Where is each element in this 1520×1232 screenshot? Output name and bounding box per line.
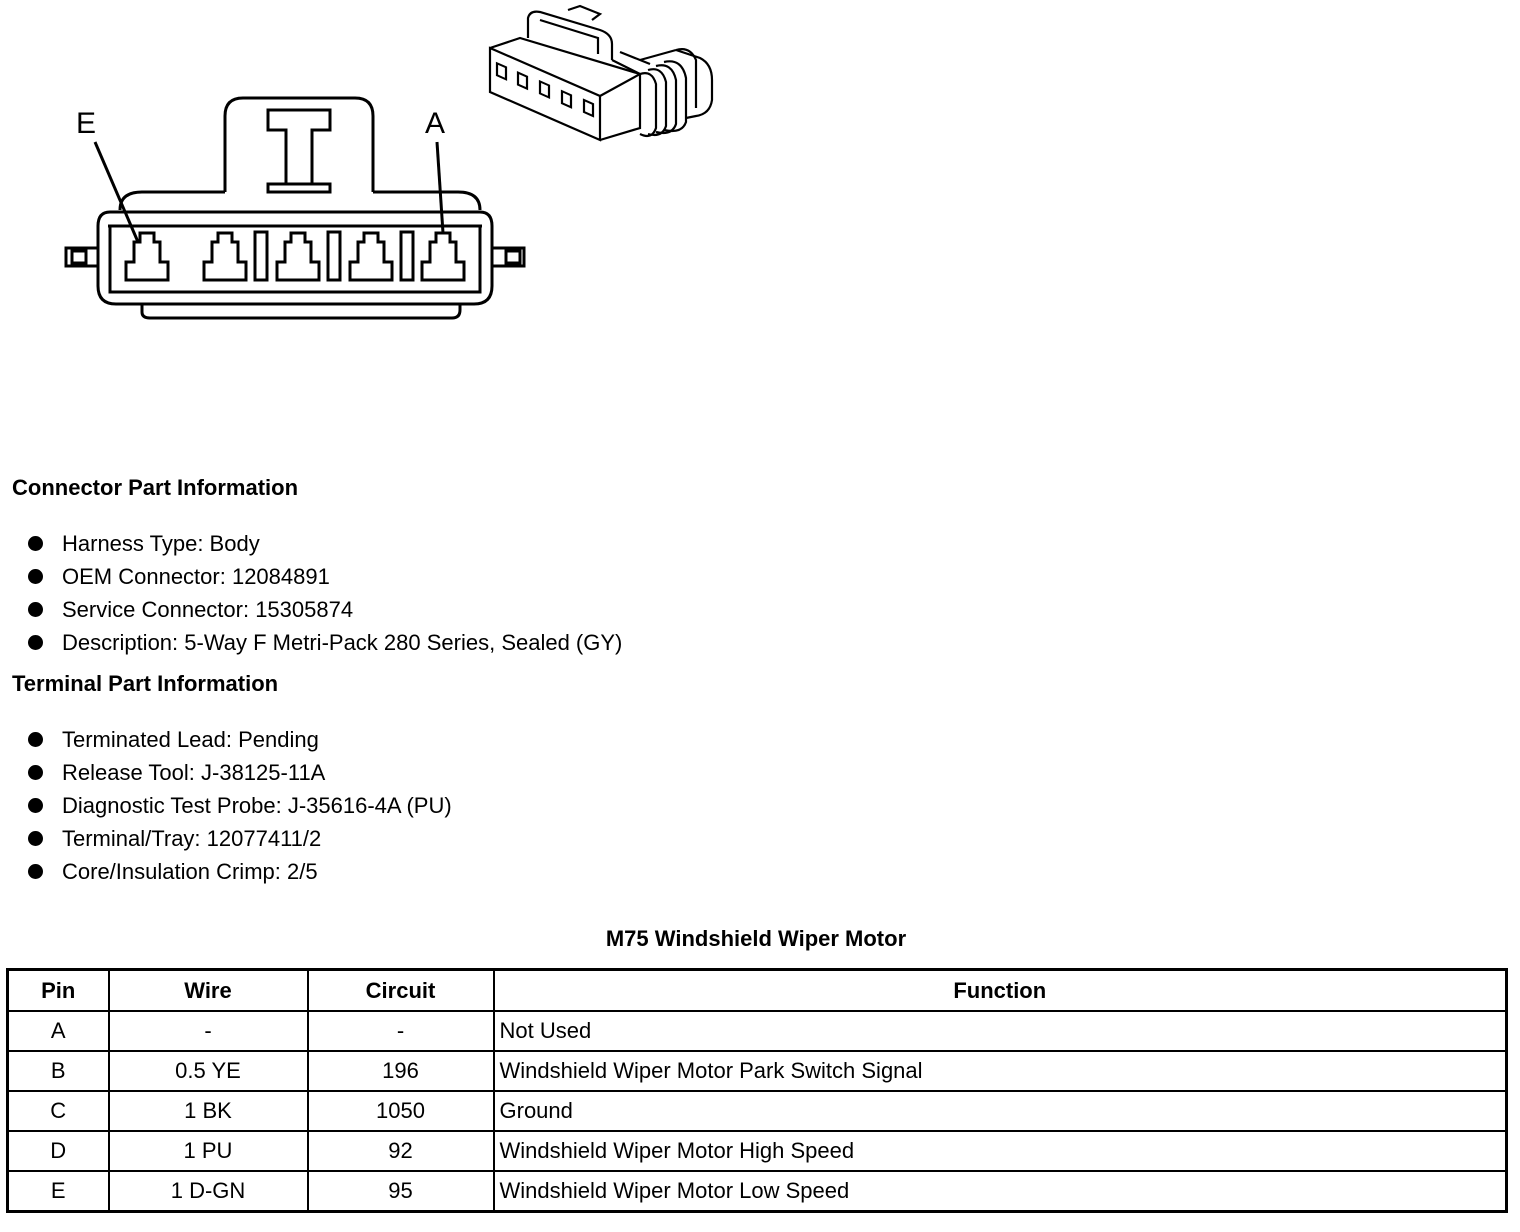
list-item-text: Terminated Lead: Pending xyxy=(62,727,319,752)
bullet-icon xyxy=(28,569,43,584)
list-item xyxy=(28,723,452,756)
list-item xyxy=(28,527,622,560)
latch-t-slot xyxy=(268,110,330,184)
list-item-text: Core/Insulation Crimp: 2/5 xyxy=(62,859,318,884)
cell-wire: 1 BK xyxy=(109,1091,308,1131)
terminal-info-list xyxy=(28,723,452,888)
list-item-text: Service Connector: 15305874 xyxy=(62,597,354,622)
connector-diagram xyxy=(0,0,760,340)
cell-wire: 1 PU xyxy=(109,1131,308,1171)
table-row xyxy=(8,1131,1507,1171)
list-item-text: Terminal/Tray: 12077411/2 xyxy=(62,826,322,851)
bullet-icon xyxy=(28,831,43,846)
list-item-text: Description: 5-Way F Metri-Pack 280 Series, Sealed (GY) xyxy=(62,630,623,655)
table-row xyxy=(8,1051,1507,1091)
bullet-icon xyxy=(28,798,43,813)
header-circuit: Circuit xyxy=(308,970,494,1012)
callout-label-a: A xyxy=(425,107,446,140)
bullet-icon xyxy=(28,602,43,617)
callout-label-e: E xyxy=(76,107,97,140)
cell-function: Ground xyxy=(494,1091,1507,1131)
list-item-text: OEM Connector: 12084891 xyxy=(62,564,330,589)
table-row xyxy=(8,1091,1507,1131)
list-item xyxy=(28,756,452,789)
list-item xyxy=(28,855,452,888)
terminal-b xyxy=(350,233,392,280)
connector-3d-illustration xyxy=(490,6,712,140)
bullet-icon xyxy=(28,536,43,551)
list-item-text: Harness Type: Body xyxy=(62,531,260,556)
connector-latch xyxy=(225,98,373,192)
bullet-icon xyxy=(28,732,43,747)
cell-pin: A xyxy=(8,1011,109,1051)
cell-circuit: - xyxy=(308,1011,494,1051)
table-row xyxy=(8,1171,1507,1212)
list-item-text: Diagnostic Test Probe: J-35616-4A (PU) xyxy=(62,793,452,818)
cell-function: Windshield Wiper Motor Park Switch Signal xyxy=(494,1051,1507,1091)
header-pin: Pin xyxy=(8,970,109,1012)
cell-pin: E xyxy=(8,1171,109,1212)
cell-circuit: 196 xyxy=(308,1051,494,1091)
cell-wire: 0.5 YE xyxy=(109,1051,308,1091)
cell-function: Windshield Wiper Motor High Speed xyxy=(494,1131,1507,1171)
connector-info-list xyxy=(28,527,622,659)
list-item xyxy=(28,789,452,822)
header-function: Function xyxy=(494,970,1507,1012)
cell-circuit: 92 xyxy=(308,1131,494,1171)
table-title: M75 Windshield Wiper Motor xyxy=(605,926,907,951)
cell-pin: B xyxy=(8,1051,109,1091)
table-row xyxy=(8,1011,1507,1051)
terminal-c xyxy=(277,233,319,280)
leader-line-a xyxy=(437,142,443,233)
bullet-icon xyxy=(28,635,43,650)
cell-pin: C xyxy=(8,1091,109,1131)
list-item xyxy=(28,626,622,659)
connector-info-heading: Connector Part Information xyxy=(12,475,299,500)
separator xyxy=(328,232,340,280)
bullet-icon xyxy=(28,765,43,780)
header-wire: Wire xyxy=(109,970,308,1012)
terminal-e xyxy=(126,233,168,280)
list-item xyxy=(28,560,622,593)
cell-circuit: 1050 xyxy=(308,1091,494,1131)
bullet-icon xyxy=(28,864,43,879)
list-item xyxy=(28,822,452,855)
terminal-a xyxy=(422,233,464,280)
cell-function: Windshield Wiper Motor Low Speed xyxy=(494,1171,1507,1212)
cell-pin: D xyxy=(8,1131,109,1171)
pin-table xyxy=(6,968,1508,1213)
cell-function: Not Used xyxy=(494,1011,1507,1051)
table-header-row xyxy=(8,970,1507,1012)
terminal-d xyxy=(204,233,246,280)
list-item xyxy=(28,593,622,626)
list-item-text: Release Tool: J-38125-11A xyxy=(62,760,326,785)
terminal-info-heading: Terminal Part Information xyxy=(12,671,279,696)
cell-circuit: 95 xyxy=(308,1171,494,1212)
separator xyxy=(255,232,267,280)
cell-wire: 1 D-GN xyxy=(109,1171,308,1212)
cell-wire: - xyxy=(109,1011,308,1051)
separator xyxy=(401,232,413,280)
